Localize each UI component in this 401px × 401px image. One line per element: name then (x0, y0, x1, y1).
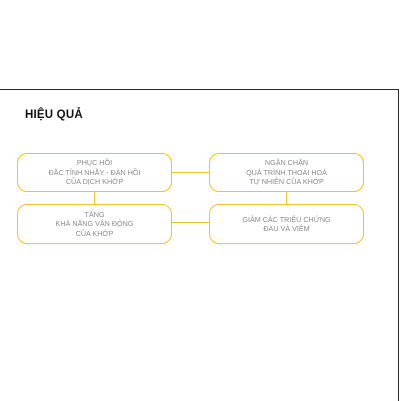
box-line: CỦA DỊCH KHỚP (65, 177, 124, 187)
connector-right-vertical (286, 192, 287, 204)
section-title: HIỆU QUẢ (25, 109, 83, 121)
box-line: QUÁ TRÌNH THOÁI HOÁ (246, 167, 327, 177)
benefit-box-increase-mobility (17, 204, 172, 244)
benefit-box-prevent-degeneration (209, 153, 364, 192)
connector-bottom-horizontal (171, 222, 210, 223)
box-line: TỰ NHIÊN CỦA KHỚP (249, 177, 324, 187)
box-line: GIẢM CÁC TRIỆU CHỨNG (242, 214, 331, 224)
connector-left-vertical (94, 192, 95, 204)
box-line: ĐẶC TÍNH NHẦY - ĐÀN HỒI (48, 167, 141, 177)
box-line: NGĂN CHẶN (264, 158, 309, 168)
box-line: TĂNG (84, 209, 105, 219)
content-panel (0, 89, 399, 401)
box-line: KHẢ NĂNG VẬN ĐỘNG (55, 219, 134, 229)
box-line: CỦA KHỚP (75, 228, 114, 238)
box-line: PHỤC HỒI (76, 158, 113, 168)
box-line: ĐAU VÀ VIÊM (263, 224, 310, 233)
benefit-box-restore-viscoelasticity (17, 153, 172, 192)
connector-top-horizontal (171, 172, 210, 173)
benefit-box-reduce-symptoms (209, 204, 364, 244)
